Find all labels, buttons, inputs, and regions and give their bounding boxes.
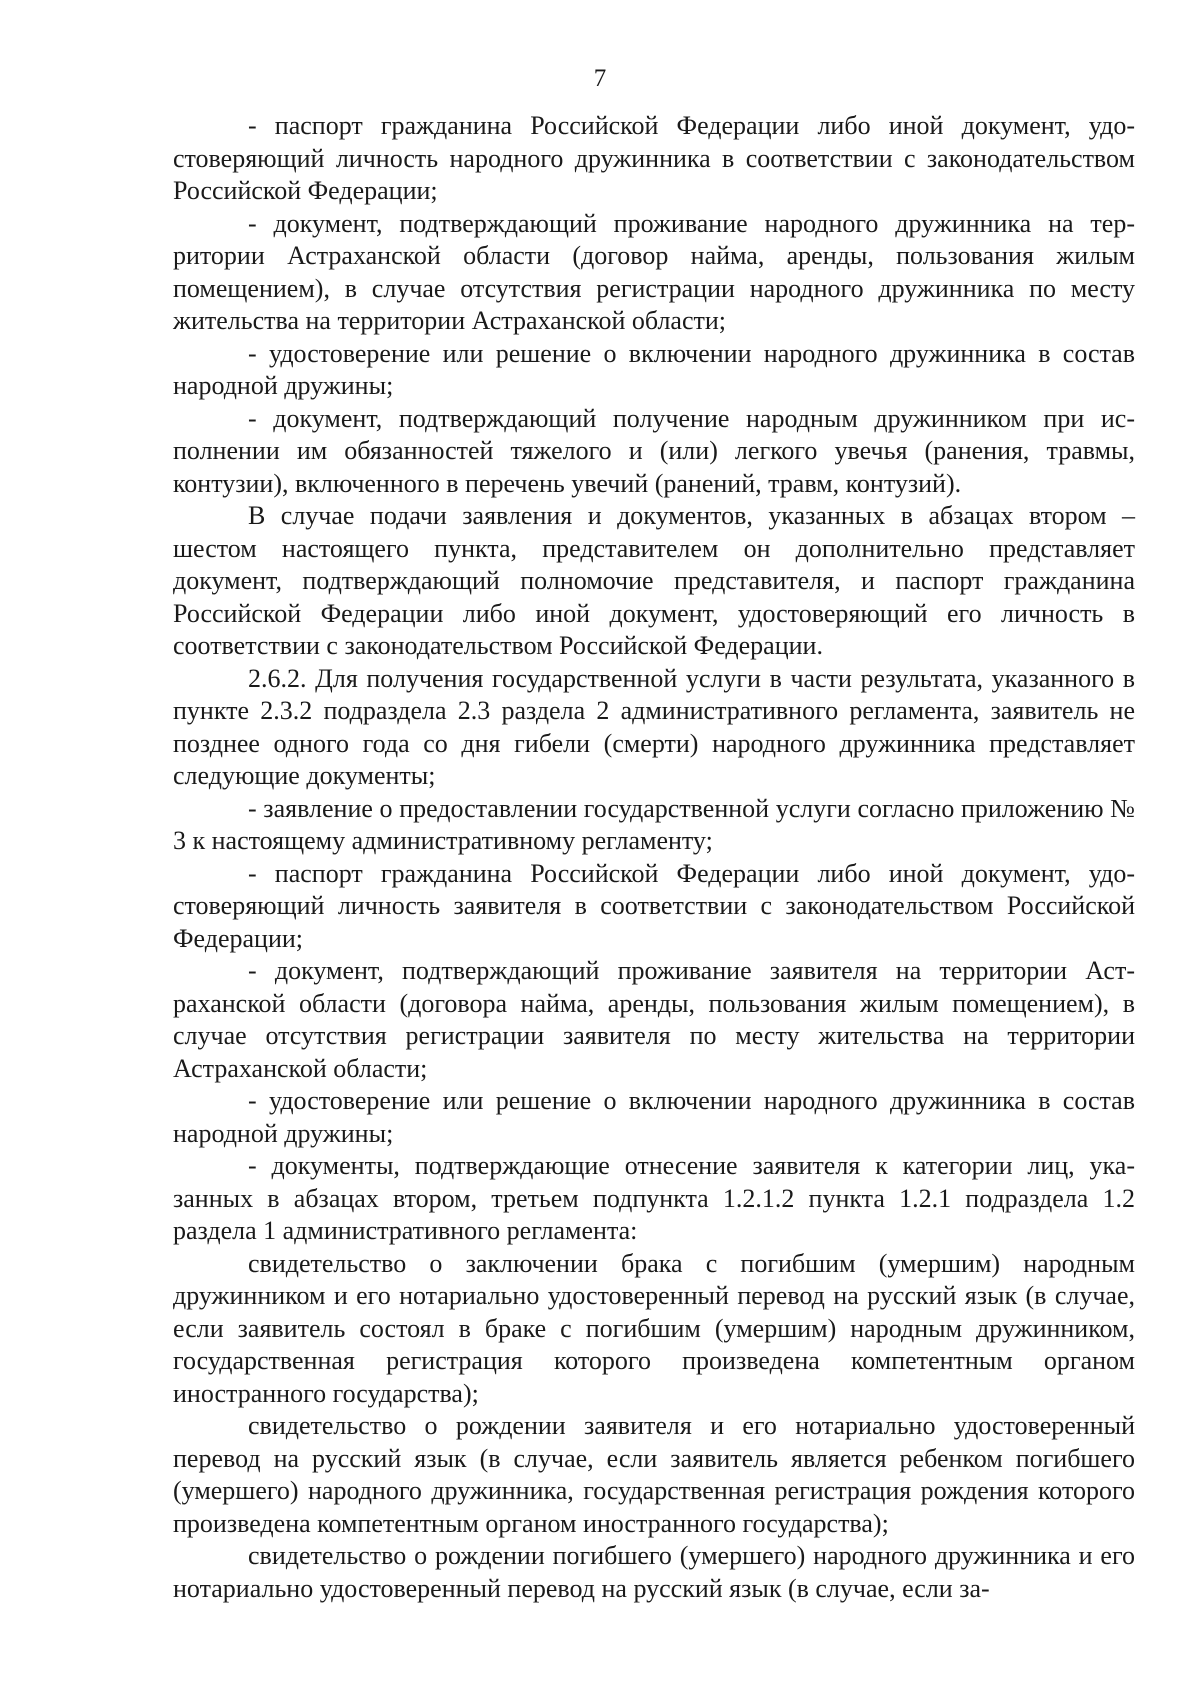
- paragraph-marriage-certificate: свидетельство о заключении брака с погибшим (умершим) народным дружинником и его нотариально удостоверенный перевод на русский язык (в случае, если заявитель состоял в браке с погибшим (умершим) народным дружинником, государственная регистрация которого произведена компетентным органом иностранного государства);: [173, 1248, 1135, 1408]
- document-body: [173, 110, 1135, 1605]
- paragraph-injury-document: - документ, подтверждающий получение народным дружинником при исполнении им обязанностей тяжелого и (или) легкого увечья (ранения, травмы, контузии), включенного в перечень увечий (ранений, травм, контузий).: [173, 403, 1135, 498]
- paragraph-category-documents: - документы, подтверждающие отнесение заявителя к категории лиц, указанных в абзацах втором, третьем подпункта 1.2.1.2 пункта 1.2.1 подраздела 1.2 раздела 1 административного регламента:: [173, 1151, 1135, 1245]
- paragraph-birth-certificate-applicant: свидетельство о рождении заявителя и его нотариально удостоверенный перевод на русский язык (в случае, если заявитель является ребенком погибшего (умершего) народного дружинника, государственная регистрация рождения которого произведена компетентным органом иностранного государства);: [173, 1411, 1135, 1538]
- paragraph-representative: В случае подачи заявления и документов, указанных в абзацах втором – шестом настоящего пункта, представителем он дополнительно представляет документ, подтверждающий полномочие представителя, и паспорт гражданина Российской Федерации либо иной документ, удостоверяющий его личность в соответствии с законодательством Российской Федерации.: [173, 501, 1135, 660]
- paragraph-residence-volunteer: - документ, подтверждающий проживание народного дружинника на территории Астраханской области (договор найма, аренды, пользования жилым помещением), в случае отсутствия регистрации народного дружинника по месту жительства на территории Астраханской области;: [173, 208, 1135, 335]
- paragraph-passport-volunteer: - паспорт гражданина Российской Федерации либо иной документ, удостоверяющий личность народного дружинника в соответствии с законодательством Российской Федерации;: [173, 111, 1135, 205]
- page-number: 7: [593, 65, 607, 92]
- paragraph-passport-applicant: - паспорт гражданина Российской Федерации либо иной документ, удостоверяющий личность заявителя в соответствии с законодательством Российской Федерации;: [173, 858, 1135, 953]
- paragraph-application-form: - заявление о предоставлении государственной услуги согласно приложению № 3 к настоящему административному регламенту;: [173, 793, 1135, 855]
- paragraph-birth-certificate-volunteer: свидетельство о рождении погибшего (умершего) народного дружинника и его нотариально удостоверенный перевод на русский язык (в случае, если за-: [173, 1541, 1135, 1603]
- paragraph-membership-certificate: - удостоверение или решение о включении народного дружинника в состав народной дружины;: [173, 338, 1135, 400]
- paragraph-residence-applicant: - документ, подтверждающий проживание заявителя на территории Астраханской области (договора найма, аренды, пользования жилым помещением), в случае отсутствия регистрации заявителя по месту жительства на территории Астраханской области;: [173, 956, 1135, 1083]
- paragraph-membership-certificate-2: - удостоверение или решение о включении народного дружинника в состав народной дружины;: [173, 1086, 1135, 1148]
- paragraph-section-2-6-2: 2.6.2. Для получения государственной услуги в части результата, указанного в пункте 2.3.2 подраздела 2.3 раздела 2 административного регламента, заявитель не позднее одного года со дня гибели (смерти) народного дружинника представляет следующие документы;: [173, 663, 1135, 790]
